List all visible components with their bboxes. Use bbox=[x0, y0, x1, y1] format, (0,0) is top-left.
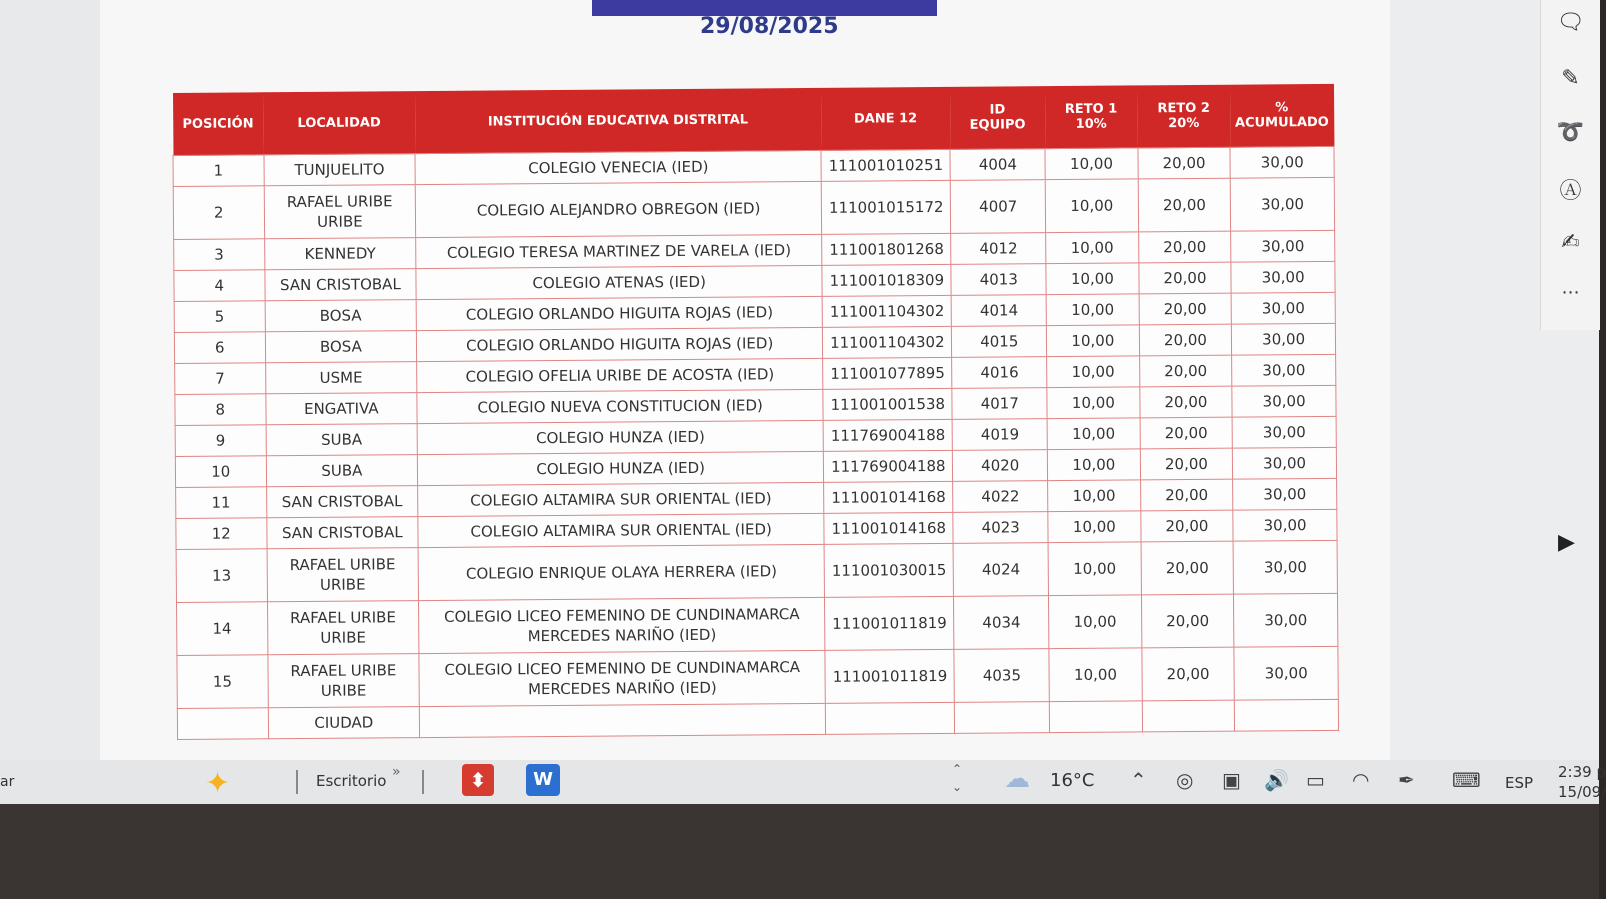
cell-loc: TUNJUELITO bbox=[264, 154, 416, 186]
pen-input-icon[interactable]: ✒ bbox=[1398, 768, 1415, 792]
volume-icon[interactable]: 🔊 bbox=[1264, 768, 1289, 792]
cell-id: 4023 bbox=[953, 512, 1048, 544]
cell-r1: 10,00 bbox=[1047, 356, 1140, 388]
cell-loc: CIUDAD bbox=[268, 707, 420, 739]
cell-dane: 111001011819 bbox=[825, 596, 955, 650]
cell-pos: 3 bbox=[174, 239, 265, 271]
cell-inst: COLEGIO LICEO FEMENINO DE CUNDINAMARCA MERCEDES NARIÑO (IED) bbox=[419, 650, 825, 706]
cell-loc: SUBA bbox=[266, 455, 418, 487]
cell-loc: RAFAEL URIBE URIBE bbox=[264, 185, 416, 239]
cell-r1: 10,00 bbox=[1049, 595, 1142, 649]
cell-r2: 20,00 bbox=[1138, 147, 1231, 179]
cell-r2: 20,00 bbox=[1141, 594, 1234, 648]
cell-acc: 30,00 bbox=[1233, 447, 1337, 479]
cell-dane: 111001030015 bbox=[824, 543, 954, 597]
cell-r2: 20,00 bbox=[1140, 386, 1233, 418]
cell-id: 4013 bbox=[951, 264, 1046, 296]
cell-inst: COLEGIO VENECIA (IED) bbox=[415, 150, 821, 184]
header-id-equipo: ID EQUIPO bbox=[950, 86, 1045, 149]
cell-r1: 10,00 bbox=[1049, 648, 1142, 702]
cell-r2: 20,00 bbox=[1138, 178, 1231, 232]
cell-dane: 111001018309 bbox=[822, 264, 951, 296]
cell-loc: SAN CRISTOBAL bbox=[264, 269, 416, 301]
eraser-icon[interactable]: ✍ bbox=[1561, 230, 1580, 255]
cell-acc: 30,00 bbox=[1231, 261, 1335, 293]
cell-r1: 10,00 bbox=[1046, 263, 1139, 295]
cell-id: 4014 bbox=[952, 295, 1047, 327]
cell-id: 4007 bbox=[951, 180, 1046, 234]
cell-loc: USME bbox=[265, 362, 417, 394]
cell-loc: BOSA bbox=[265, 300, 417, 332]
cell-pos: 7 bbox=[175, 363, 266, 395]
cell-dane: 111769004188 bbox=[824, 450, 953, 482]
cell-dane: 111001104302 bbox=[823, 326, 952, 358]
cell-id: 4024 bbox=[954, 543, 1049, 597]
cell-id: 4034 bbox=[954, 596, 1049, 650]
weather-cloud-icon[interactable]: ☁ bbox=[1004, 764, 1030, 794]
cell-pos: 15 bbox=[177, 655, 268, 709]
cell-pos: 1 bbox=[173, 155, 264, 187]
copilot-sparkle-icon[interactable]: ✦ bbox=[205, 766, 231, 801]
cell-pos: 8 bbox=[175, 394, 266, 426]
cell-loc: SAN CRISTOBAL bbox=[266, 517, 418, 549]
cell-id: 4020 bbox=[953, 450, 1048, 482]
cell-acc: 30,00 bbox=[1231, 292, 1335, 324]
desktop-label[interactable]: Escritorio bbox=[316, 772, 387, 790]
ranking-table bbox=[172, 84, 1339, 740]
cell-acc: 30,00 bbox=[1232, 385, 1336, 417]
header-reto1: RETO 1 10% bbox=[1045, 85, 1138, 148]
text-recognition-icon[interactable]: Ⓐ bbox=[1559, 179, 1582, 204]
cell-dane: 111001801268 bbox=[822, 233, 951, 265]
cell-pos: 5 bbox=[174, 301, 265, 333]
cell-id: 4035 bbox=[954, 649, 1049, 703]
cell-inst: COLEGIO HUNZA (IED) bbox=[418, 451, 824, 485]
pen-icon[interactable]: ✎ bbox=[1561, 66, 1580, 91]
cell-inst: COLEGIO TERESA MARTINEZ DE VARELA (IED) bbox=[416, 234, 822, 268]
cell-dane: 111769004188 bbox=[823, 419, 952, 451]
cell-dane: 111001014168 bbox=[824, 512, 953, 544]
cell-r1: 10,00 bbox=[1045, 179, 1138, 233]
cell-loc: RAFAEL URIBE URIBE bbox=[267, 548, 419, 602]
cell-inst bbox=[420, 703, 826, 737]
temperature[interactable]: 16°C bbox=[1050, 770, 1095, 791]
separator bbox=[296, 770, 298, 794]
cell-r1: 10,00 bbox=[1047, 387, 1140, 419]
cell-inst: COLEGIO ENRIQUE OLAYA HERRERA (IED) bbox=[418, 544, 824, 600]
cell-dane: 111001104302 bbox=[822, 295, 951, 327]
header-reto2: RETO 2 20% bbox=[1137, 85, 1230, 148]
header-posicion: POSICIÓN bbox=[172, 92, 263, 155]
cell-acc: 30,00 bbox=[1233, 509, 1337, 541]
cell-r2: 20,00 bbox=[1139, 324, 1232, 356]
header-localidad: LOCALIDAD bbox=[263, 91, 415, 155]
cell-inst: COLEGIO ORLANDO HIGUITA ROJAS (IED) bbox=[417, 327, 823, 361]
cell-r2: 20,00 bbox=[1141, 541, 1234, 595]
cell-dane: 111001014168 bbox=[824, 481, 953, 513]
pdf-app-icon[interactable]: ⬍ bbox=[462, 764, 494, 796]
cell-inst: COLEGIO OFELIA URIBE DE ACOSTA (IED) bbox=[417, 358, 823, 392]
cell-pos: 14 bbox=[177, 602, 268, 656]
side-toolbar bbox=[1540, 0, 1600, 330]
table-row bbox=[173, 177, 1334, 239]
cell-r1: 10,00 bbox=[1048, 480, 1141, 512]
cell-r1: 10,00 bbox=[1047, 418, 1140, 450]
scroll-arrows-icon[interactable]: ⌃ ⌄ bbox=[952, 762, 963, 794]
cell-r2: 20,00 bbox=[1141, 510, 1234, 542]
cell-loc: KENNEDY bbox=[264, 238, 416, 270]
cell-r1: 10,00 bbox=[1045, 148, 1138, 180]
mouse-pointer-icon: ▶ bbox=[1558, 530, 1575, 555]
document-date: 29/08/2025 bbox=[700, 14, 839, 39]
table-row bbox=[177, 646, 1338, 708]
cell-dane: 111001015172 bbox=[821, 180, 951, 234]
cell-r1 bbox=[1049, 701, 1142, 733]
more-options-icon[interactable]: ⋯ bbox=[1561, 282, 1580, 303]
chevron-right-icon[interactable]: » bbox=[392, 764, 401, 780]
cell-pos: 10 bbox=[175, 456, 266, 488]
header-dane: DANE 12 bbox=[821, 87, 951, 151]
cell-acc: 30,00 bbox=[1232, 354, 1336, 386]
cell-inst: COLEGIO ATENAS (IED) bbox=[416, 265, 822, 299]
cell-acc: 30,00 bbox=[1230, 146, 1334, 178]
table-row bbox=[176, 540, 1337, 602]
clock-time: 2:39 p bbox=[1558, 763, 1606, 781]
cell-id bbox=[955, 702, 1050, 734]
wifi-icon[interactable]: ◠ bbox=[1352, 768, 1370, 792]
cell-inst: COLEGIO LICEO FEMENINO DE CUNDINAMARCA MERCEDES NARIÑO (IED) bbox=[419, 597, 825, 653]
cell-pos: 4 bbox=[174, 270, 265, 302]
cell-loc: RAFAEL URIBE URIBE bbox=[267, 654, 419, 708]
cell-r2: 20,00 bbox=[1140, 479, 1233, 511]
cell-inst: COLEGIO ALEJANDRO OBREGON (IED) bbox=[415, 181, 821, 237]
cell-pos: 2 bbox=[173, 186, 264, 240]
clock-date: 15/09/ bbox=[1558, 783, 1606, 801]
cell-pos: 11 bbox=[176, 487, 267, 519]
cell-dane: 111001011819 bbox=[825, 649, 955, 703]
lasso-icon[interactable]: ➰ bbox=[1556, 120, 1585, 145]
cell-acc: 30,00 bbox=[1234, 646, 1338, 700]
cell-id: 4017 bbox=[952, 388, 1047, 420]
word-app-icon[interactable]: W bbox=[526, 764, 560, 796]
cell-r2: 20,00 bbox=[1139, 262, 1232, 294]
header-acumulado: % ACUMULADO bbox=[1230, 84, 1334, 147]
cell-dane: 111001077895 bbox=[823, 357, 952, 389]
cell-inst: COLEGIO HUNZA (IED) bbox=[417, 420, 823, 454]
cell-inst: COLEGIO ORLANDO HIGUITA ROJAS (IED) bbox=[416, 296, 822, 330]
cell-r2: 20,00 bbox=[1139, 355, 1232, 387]
clock[interactable] bbox=[1558, 762, 1606, 802]
comment-icon[interactable]: 🗨 bbox=[1556, 10, 1585, 35]
cell-r1: 10,00 bbox=[1047, 449, 1140, 481]
cell-id: 4004 bbox=[950, 149, 1045, 181]
cell-loc: RAFAEL URIBE URIBE bbox=[267, 601, 419, 655]
cell-r1: 10,00 bbox=[1046, 294, 1139, 326]
keyboard-icon[interactable]: ⌨ bbox=[1452, 768, 1481, 792]
cell-loc: ENGATIVA bbox=[265, 393, 417, 425]
cell-id: 4012 bbox=[951, 233, 1046, 265]
cell-id: 4019 bbox=[953, 419, 1048, 451]
cell-id: 4016 bbox=[952, 357, 1047, 389]
left-margin bbox=[0, 0, 100, 760]
cell-pos: 9 bbox=[175, 425, 266, 457]
cell-pos: 6 bbox=[174, 332, 265, 364]
cell-r1: 10,00 bbox=[1048, 542, 1141, 596]
cell-acc: 30,00 bbox=[1232, 416, 1336, 448]
cell-loc: BOSA bbox=[265, 331, 417, 363]
desk-surface bbox=[0, 804, 1599, 899]
cell-r1: 10,00 bbox=[1046, 232, 1139, 264]
taskbar bbox=[0, 760, 1606, 804]
cell-dane: 111001001538 bbox=[823, 388, 952, 420]
cell-acc: 30,00 bbox=[1233, 478, 1337, 510]
cell-r2: 20,00 bbox=[1140, 448, 1233, 480]
cell-dane bbox=[826, 702, 955, 734]
header-row bbox=[172, 84, 1333, 156]
cell-acc: 30,00 bbox=[1234, 593, 1338, 647]
language-indicator[interactable]: ESP bbox=[1505, 774, 1534, 792]
cell-pos: 12 bbox=[176, 518, 267, 550]
header-institucion: INSTITUCIÓN EDUCATIVA DISTRITAL bbox=[415, 88, 822, 154]
taskbar-left-text: ar bbox=[0, 774, 15, 790]
chevron-up-icon[interactable]: ⌃ bbox=[1130, 768, 1147, 792]
cell-r2: 20,00 bbox=[1138, 231, 1231, 263]
cell-r2: 20,00 bbox=[1142, 647, 1235, 701]
cell-acc: 30,00 bbox=[1230, 177, 1334, 231]
cell-acc: 30,00 bbox=[1231, 230, 1335, 262]
cell-r2: 20,00 bbox=[1139, 293, 1232, 325]
cell-r1: 10,00 bbox=[1046, 325, 1139, 357]
cell-inst: COLEGIO NUEVA CONSTITUCION (IED) bbox=[417, 389, 823, 423]
table-row bbox=[177, 593, 1338, 655]
network-icon[interactable]: ◎ bbox=[1176, 768, 1194, 792]
cell-loc: SAN CRISTOBAL bbox=[266, 486, 418, 518]
cell-loc: SUBA bbox=[266, 424, 418, 456]
battery-icon[interactable]: ▭ bbox=[1306, 768, 1325, 792]
cell-pos bbox=[177, 708, 268, 740]
cell-acc bbox=[1235, 699, 1339, 731]
cell-inst: COLEGIO ALTAMIRA SUR ORIENTAL (IED) bbox=[418, 482, 824, 516]
cell-acc: 30,00 bbox=[1233, 540, 1337, 594]
cell-id: 4015 bbox=[952, 326, 1047, 358]
cell-inst: COLEGIO ALTAMIRA SUR ORIENTAL (IED) bbox=[418, 513, 824, 547]
cell-dane: 111001010251 bbox=[821, 149, 950, 181]
cell-r2 bbox=[1142, 700, 1235, 732]
cell-id: 4022 bbox=[953, 481, 1048, 513]
cell-r2: 20,00 bbox=[1140, 417, 1233, 449]
cell-pos: 13 bbox=[176, 549, 267, 603]
cell-acc: 30,00 bbox=[1232, 323, 1336, 355]
cell-r1: 10,00 bbox=[1048, 511, 1141, 543]
device-icon[interactable]: ▣ bbox=[1222, 768, 1241, 792]
separator bbox=[422, 770, 424, 794]
